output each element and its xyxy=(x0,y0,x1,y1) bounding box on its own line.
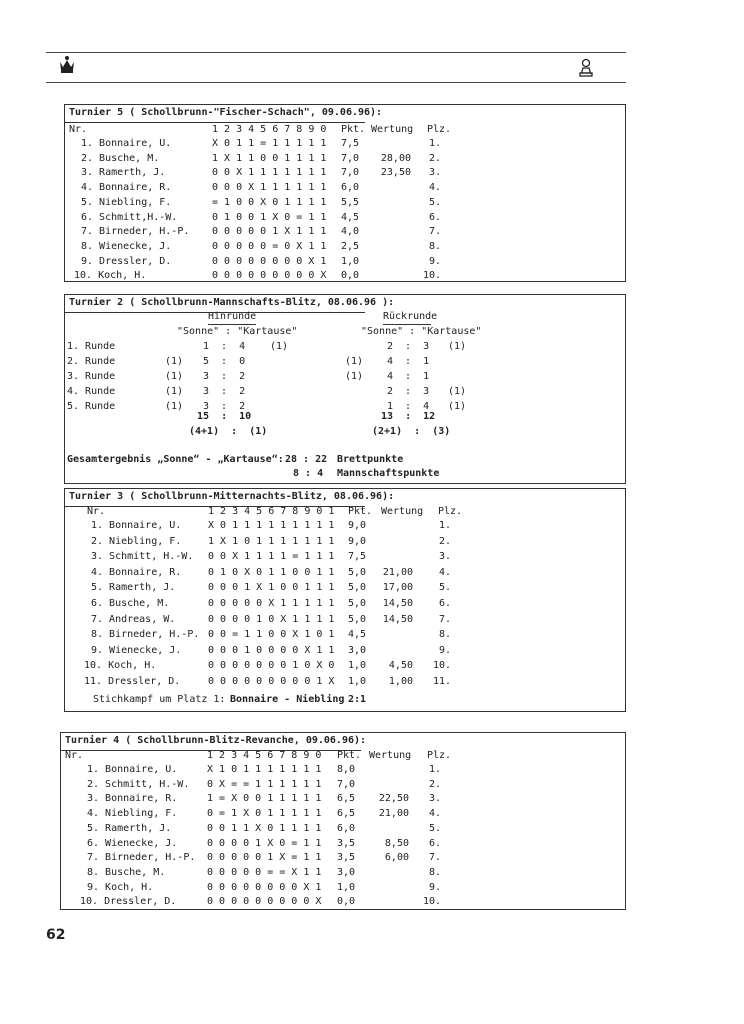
table-row xyxy=(65,644,625,658)
place: 10. xyxy=(422,270,441,282)
table-row xyxy=(61,895,625,909)
results: 0 1 0 0 1 X 0 = 1 1 xyxy=(212,211,327,223)
points: 7,0 xyxy=(341,167,360,179)
results: 0 0 0 0 1 X 0 = 1 1 xyxy=(207,837,322,849)
points: 3,5 xyxy=(337,852,356,864)
results: 0 0 0 0 0 1 X 1 1 1 xyxy=(212,226,327,238)
points: 5,5 xyxy=(341,196,360,208)
hin-left-mark: (1) xyxy=(165,386,184,397)
rueck-left-mark: (1) xyxy=(345,371,364,382)
place: 3. xyxy=(428,167,441,179)
rueck-score: 2 : 3 xyxy=(387,386,430,397)
header-nr: Nr. xyxy=(69,124,88,135)
rueck-right-mark: (1) xyxy=(448,401,467,412)
table-row xyxy=(65,535,625,549)
wertung: 1,00 xyxy=(388,676,413,687)
results: 0 0 X 1 1 1 1 1 1 1 xyxy=(212,167,327,179)
player-name: 1. Bonnaire, U. xyxy=(81,138,172,149)
place: 8. xyxy=(428,240,441,252)
round-label: 4. Runde xyxy=(67,386,116,397)
results: 0 0 0 0 0 0 0 0 0 X xyxy=(207,896,322,908)
player-name: 1. Bonnaire, U. xyxy=(91,520,182,531)
player-name: 9. Dressler, D. xyxy=(81,255,172,267)
place: 8. xyxy=(438,629,451,641)
player-name: 6. Wienecke, J. xyxy=(87,837,178,849)
place: 3. xyxy=(428,793,441,805)
table-row xyxy=(65,181,625,195)
results: 0 0 0 X 1 1 1 1 1 1 xyxy=(212,182,327,194)
player-name: 10. Dressler, D. xyxy=(80,896,177,908)
points: 9,0 xyxy=(348,520,367,531)
table-header xyxy=(65,505,625,519)
round-row xyxy=(65,340,625,354)
rueck-right-mark: (1) xyxy=(448,386,467,397)
player-name: 5. Niebling, F. xyxy=(81,196,172,208)
hin-score: 3 : 2 xyxy=(203,386,246,397)
points: 1,0 xyxy=(348,676,367,687)
playoff-pair: Bonnaire - Niebling xyxy=(230,694,345,705)
table-row xyxy=(65,166,625,180)
hinrunde-label: Hinrunde xyxy=(208,311,257,322)
player-name: 7. Birneder, H.-P. xyxy=(81,226,190,238)
pawn-icon xyxy=(578,58,594,78)
player-name: 8. Wienecke, J. xyxy=(81,240,172,252)
points: 7,0 xyxy=(341,152,360,164)
place: 7. xyxy=(428,852,441,864)
points: 1,0 xyxy=(348,660,367,672)
header-rule-bottom xyxy=(46,82,626,83)
header-wertung: Wertung xyxy=(381,506,424,517)
points: 5,0 xyxy=(348,598,367,609)
table-row xyxy=(65,137,625,151)
place: 10. xyxy=(422,896,441,908)
table-row xyxy=(65,225,625,239)
table-row xyxy=(65,269,625,283)
place: 2. xyxy=(438,535,451,547)
wertung: 28,00 xyxy=(380,152,411,164)
place: 9. xyxy=(438,644,451,656)
points: 4,0 xyxy=(341,226,360,238)
wertung: 22,50 xyxy=(378,793,409,805)
points: 0,0 xyxy=(341,270,360,282)
table-row xyxy=(65,675,625,689)
results: X 0 1 1 1 1 1 1 1 1 1 xyxy=(208,520,335,531)
place: 1. xyxy=(428,138,441,149)
player-name: 9. Wienecke, J. xyxy=(91,644,182,656)
table-row xyxy=(65,519,625,533)
points: 3,0 xyxy=(348,644,367,656)
round-row xyxy=(65,355,625,369)
tournament-5-table xyxy=(64,104,626,282)
points: 6,5 xyxy=(337,808,356,820)
round-label: 3. Runde xyxy=(67,371,116,382)
points: 7,0 xyxy=(337,778,356,790)
table-header xyxy=(61,749,625,763)
hin-total: 15 : 10 xyxy=(197,411,252,422)
place: 5. xyxy=(428,822,441,834)
rueck-score: 1 : 4 xyxy=(387,401,430,412)
results: 0 0 0 0 0 = 0 X 1 1 xyxy=(212,240,327,252)
summary-board-label: Brettpunkte xyxy=(337,454,404,465)
wertung: 14,50 xyxy=(382,613,413,625)
player-name: 2. Schmitt, H.-W. xyxy=(87,778,190,790)
points: 5,0 xyxy=(348,566,367,578)
rueckrunde-label: Rückrunde xyxy=(383,311,438,322)
points: 9,0 xyxy=(348,535,367,547)
hin-left-mark: (1) xyxy=(165,371,184,382)
results: 0 0 1 1 X 0 1 1 1 1 xyxy=(207,822,322,834)
points: 1,0 xyxy=(341,255,360,267)
table-row xyxy=(65,566,625,580)
player-name: 4. Bonnaire, R. xyxy=(91,566,182,578)
playoff-label: Stichkampf um Platz 1: xyxy=(93,694,226,705)
table-row xyxy=(61,763,625,777)
place: 4. xyxy=(428,808,441,820)
player-name: 9. Koch, H. xyxy=(87,881,154,893)
place: 6. xyxy=(428,211,441,223)
points: 6,5 xyxy=(337,793,356,805)
rueck-left-mark: (1) xyxy=(345,356,364,367)
wertung: 23,50 xyxy=(380,167,411,179)
hin-left-mark: (1) xyxy=(165,356,184,367)
player-name: 4. Bonnaire, R. xyxy=(81,182,172,194)
table-row xyxy=(65,597,625,611)
tournament-2-table xyxy=(64,294,626,484)
player-name: 5. Ramerth, J. xyxy=(91,582,176,594)
points: 3,5 xyxy=(337,837,356,849)
place: 5. xyxy=(428,196,441,208)
round-label: 5. Runde xyxy=(67,401,116,412)
king-crown-icon xyxy=(58,55,76,75)
results: 0 0 0 0 0 = = X 1 1 xyxy=(207,866,322,878)
results: X 0 1 1 = 1 1 1 1 1 xyxy=(212,138,327,149)
place: 6. xyxy=(438,598,451,609)
player-name: 1. Bonnaire, U. xyxy=(87,764,178,775)
hin-score: 5 : 0 xyxy=(203,356,246,367)
tournament-3-title: Turnier 3 ( Schollbrunn-Mitternachts-Blitz, 08.06.96): xyxy=(69,491,395,502)
points: 6,0 xyxy=(341,182,360,194)
tournament-3-table xyxy=(64,488,626,712)
results: 0 0 0 0 0 0 0 0 0 1 X xyxy=(208,676,335,687)
points: 8,0 xyxy=(337,764,356,775)
table-row xyxy=(61,792,625,806)
results: 1 X 1 0 1 1 1 1 1 1 1 xyxy=(208,535,335,547)
page-number: 62 xyxy=(46,927,66,943)
tournament-4-title: Turnier 4 ( Schollbrunn-Blitz-Revanche, 09.06.96): xyxy=(65,735,367,746)
playoff-score: 2:1 xyxy=(348,694,367,705)
player-name: 8. Birneder, H.-P. xyxy=(91,629,200,641)
player-name: 7. Andreas, W. xyxy=(91,613,176,625)
results: 0 0 0 0 0 0 0 1 0 X 0 xyxy=(208,660,335,672)
place: 2. xyxy=(428,778,441,790)
round-row xyxy=(65,400,625,414)
place: 8. xyxy=(428,866,441,878)
header-pkt: Pkt. xyxy=(337,750,362,761)
results: 0 1 0 X 0 1 1 0 0 1 1 xyxy=(208,566,335,578)
results: 1 = X 0 0 1 1 1 1 1 xyxy=(207,793,322,805)
hin-score: 1 : 4 xyxy=(203,341,246,352)
place: 6. xyxy=(428,837,441,849)
round-row xyxy=(65,385,625,399)
table-row xyxy=(65,659,625,673)
header-games: 1 2 3 4 5 6 7 8 9 0 xyxy=(212,124,327,135)
summary-label: Gesamtergebnis „Sonne“ - „Kartause“: xyxy=(67,454,284,465)
results: 0 X = = 1 1 1 1 1 1 xyxy=(207,778,322,790)
table-row xyxy=(65,581,625,595)
results: 0 0 0 0 0 0 0 0 X 1 xyxy=(207,881,322,893)
table-row xyxy=(61,881,625,895)
rueck-score: 2 : 3 xyxy=(387,341,430,352)
place: 9. xyxy=(428,255,441,267)
place: 7. xyxy=(428,226,441,238)
points: 4,5 xyxy=(341,211,360,223)
place: 4. xyxy=(428,182,441,194)
player-name: 2. Busche, M. xyxy=(81,152,160,164)
rueck-score: 4 : 1 xyxy=(387,371,430,382)
player-name: 11. Dressler, D. xyxy=(84,676,181,687)
points: 5,0 xyxy=(348,582,367,594)
wertung: 21,00 xyxy=(378,808,409,820)
player-name: 6. Schmitt,H.-W. xyxy=(81,211,178,223)
rueck-teams: "Sonne" : "Kartause" xyxy=(361,326,482,337)
place: 9. xyxy=(428,881,441,893)
hin-right-mark: (1) xyxy=(270,341,289,352)
header-pkt: Pkt. xyxy=(348,506,373,517)
results: 0 0 0 0 0 0 0 0 X 1 xyxy=(212,255,327,267)
table-row xyxy=(65,628,625,642)
points: 2,5 xyxy=(341,240,360,252)
place: 1. xyxy=(428,764,441,775)
points: 3,0 xyxy=(337,866,356,878)
hin-left-mark: (1) xyxy=(165,401,184,412)
player-name: 10. Koch, H. xyxy=(74,270,147,282)
player-name: 4. Niebling, F. xyxy=(87,808,178,820)
header-games: 1 2 3 4 5 6 7 8 9 0 xyxy=(207,750,322,761)
results: 0 0 0 1 0 0 0 0 X 1 1 xyxy=(208,644,335,656)
results: 0 0 = 1 1 0 0 X 1 0 1 xyxy=(208,629,335,641)
table-row xyxy=(61,778,625,792)
place: 4. xyxy=(438,566,451,578)
place: 2. xyxy=(428,152,441,164)
table-row xyxy=(65,613,625,627)
round-row xyxy=(65,370,625,384)
round-label: 1. Runde xyxy=(67,341,116,352)
rueck-team-total: (2+1) : (3) xyxy=(372,426,451,437)
table-row xyxy=(65,152,625,166)
table-row xyxy=(65,550,625,564)
player-name: 10. Koch, H. xyxy=(84,660,157,672)
place: 11. xyxy=(432,676,451,687)
player-name: 2. Niebling, F. xyxy=(91,535,182,547)
summary-board: 28 : 22 xyxy=(285,454,328,465)
table-row xyxy=(65,255,625,269)
player-name: 7. Birneder, H.-P. xyxy=(87,852,196,864)
header-nr: Nr. xyxy=(87,506,106,517)
player-name: 3. Ramerth, J. xyxy=(81,167,166,179)
header-wertung: Wertung xyxy=(371,124,414,135)
wertung: 4,50 xyxy=(388,660,413,672)
results: 0 0 X 1 1 1 1 = 1 1 1 xyxy=(208,551,335,563)
round-label: 2. Runde xyxy=(67,356,116,367)
header-pkt: Pkt. xyxy=(341,124,366,135)
tournament-5-title: Turnier 5 ( Schollbrunn-"Fischer-Schach", 09.06.96): xyxy=(69,107,383,118)
table-row xyxy=(65,196,625,210)
points: 7,5 xyxy=(348,551,367,563)
table-row xyxy=(61,866,625,880)
table-header xyxy=(65,123,625,137)
player-name: 6. Busche, M. xyxy=(91,598,170,609)
place: 5. xyxy=(438,582,451,594)
results: 0 0 0 0 0 X 1 1 1 1 1 xyxy=(208,598,335,609)
player-name: 8. Busche, M. xyxy=(87,866,166,878)
header-plz: Plz. xyxy=(427,750,452,761)
results: 1 X 1 1 0 0 1 1 1 1 xyxy=(212,152,327,164)
table-row xyxy=(61,807,625,821)
header-wertung: Wertung xyxy=(369,750,412,761)
wertung: 21,00 xyxy=(382,566,413,578)
results: = 1 0 0 X 0 1 1 1 1 xyxy=(212,196,327,208)
results: 0 0 0 0 1 0 X 1 1 1 1 xyxy=(208,613,335,625)
player-name: 3. Schmitt, H.-W. xyxy=(91,551,194,563)
wertung: 6,00 xyxy=(384,852,409,864)
header-plz: Plz. xyxy=(427,124,452,135)
results: 0 0 0 0 0 1 X = 1 1 xyxy=(207,852,322,864)
header-rule-top xyxy=(46,52,626,53)
summary-team: 8 : 4 xyxy=(293,468,324,479)
hin-team-total: (4+1) : (1) xyxy=(189,426,268,437)
rueck-right-mark: (1) xyxy=(448,341,467,352)
header-games: 1 2 3 4 5 6 7 8 9 0 1 xyxy=(208,506,335,517)
table-row xyxy=(61,851,625,865)
points: 5,0 xyxy=(348,613,367,625)
header-nr: Nr. xyxy=(65,750,84,761)
summary-team-label: Mannschaftspunkte xyxy=(337,468,440,479)
results: 0 0 0 1 X 1 0 0 1 1 1 xyxy=(208,582,335,594)
place: 7. xyxy=(438,613,451,625)
table-row xyxy=(61,837,625,851)
results: 0 0 0 0 0 0 0 0 0 X xyxy=(212,270,327,282)
table-row xyxy=(65,240,625,254)
hin-score: 3 : 2 xyxy=(203,371,246,382)
points: 6,0 xyxy=(337,822,356,834)
tournament-4-table xyxy=(60,732,626,910)
results: 0 = 1 X 0 1 1 1 1 1 xyxy=(207,808,322,820)
points: 7,5 xyxy=(341,138,360,149)
points: 4,5 xyxy=(348,629,367,641)
place: 10. xyxy=(432,660,451,672)
header-plz: Plz. xyxy=(438,506,463,517)
table-row xyxy=(61,822,625,836)
table-row xyxy=(65,211,625,225)
points: 0,0 xyxy=(337,896,356,908)
rueck-score: 4 : 1 xyxy=(387,356,430,367)
player-name: 5. Ramerth, J. xyxy=(87,822,172,834)
place: 3. xyxy=(438,551,451,563)
results: X 1 0 1 1 1 1 1 1 1 xyxy=(207,764,322,775)
wertung: 14,50 xyxy=(382,598,413,609)
wertung: 8,50 xyxy=(384,837,409,849)
place: 1. xyxy=(438,520,451,531)
hin-teams: "Sonne" : "Kartause" xyxy=(177,326,298,337)
player-name: 3. Bonnaire, R. xyxy=(87,793,178,805)
wertung: 17,00 xyxy=(382,582,413,594)
tournament-2-title: Turnier 2 ( Schollbrunn-Mannschafts-Blitz, 08.06.96 ): xyxy=(69,297,395,308)
points: 1,0 xyxy=(337,881,356,893)
hin-score: 3 : 2 xyxy=(203,401,246,412)
rueck-total: 13 : 12 xyxy=(381,411,436,422)
